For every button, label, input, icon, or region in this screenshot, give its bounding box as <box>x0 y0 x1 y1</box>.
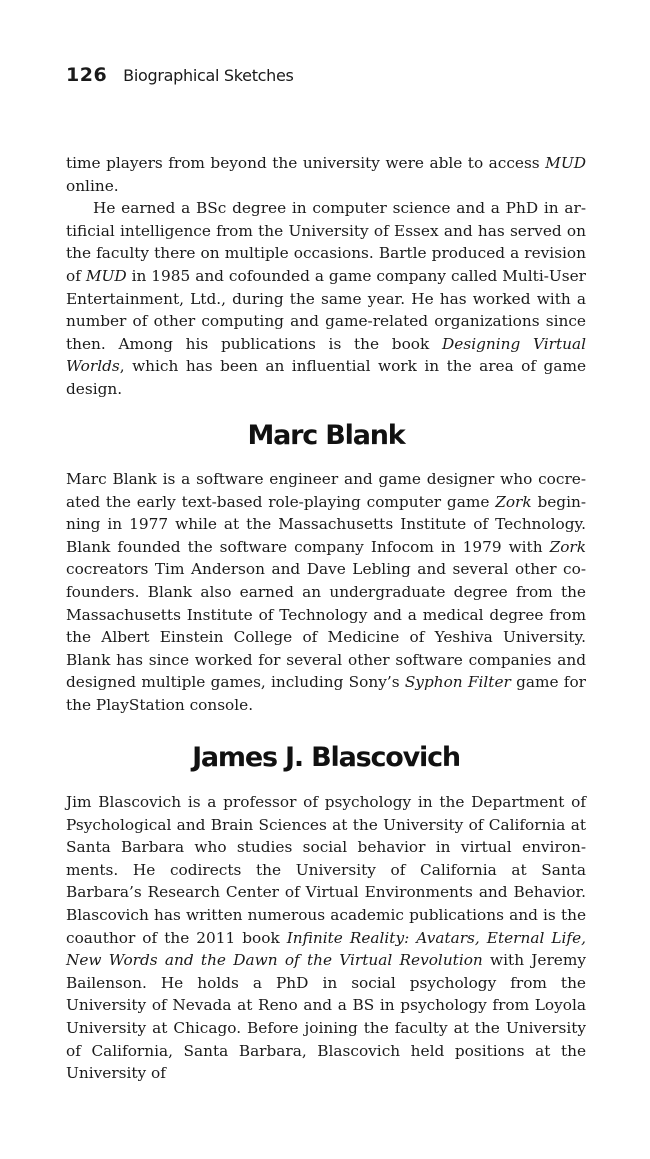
bartle-entry-continued <box>66 152 586 401</box>
entry-heading-james-blascovich: James J. Blascovich <box>192 742 460 773</box>
marc-blank-entry <box>66 468 586 717</box>
blascovich-paragraph: Jim Blascovich is a professor of psychology in the Department of Psychological and Brain Sciences at the University of California at Santa Barbara who studies social behavior in virtual environments. He codirects the University of California at Santa Barbara’s Research Center of Virtual Environments and Behavior. Blascovich has written numerous academic publications and is the coauthor of the 2011 book Infinite Reality: Avatars, Eternal Life, New Words and the Dawn of the Virtual Revolution with Jeremy Bailenson. He holds a PhD in social psychology from the University of Nevada at Reno and a BS in psychology from Loyola University at Chicago. Before joining the faculty at the University of California, Santa Barbara, Blascovich held positions at the University of <box>66 793 586 1083</box>
marc-blank-paragraph: Marc Blank is a software engineer and game designer who cocreated the early text-based role-playing computer game Zork beginning in 1977 while at the Massachusetts Institute of Technology. Blank founded the software company Infocom in 1979 with Zork cocreators Tim Anderson and Dave Lebling and several other cofounders. Blank also earned an undergraduate degree from the Massachusetts Institute of Technology and a medical degree from the Albert Einstein College of Medicine of Yeshiva University. Blank has since worked for several other software companies and designed multiple games, including Sony’s Syphon Filter game for the PlayStation console. <box>66 470 586 714</box>
running-head-title: Biographical Sketches <box>123 66 294 85</box>
bartle-paragraph-2: He earned a BSc degree in computer science and a PhD in artificial intelligence from the University of Essex and has served on the faculty there on multiple occasions. Bartle produced a revision of MUD in 1985 and cofounded a game company called Multi-User Entertainment, Ltd., during the same year. He has worked with a number of other computing and game-related organizations since then. Among his publications is the book Designing Virtual Worlds, which has been an influential work in the area of game design. <box>66 199 586 398</box>
running-head <box>66 64 294 86</box>
page-number: 126 <box>66 64 108 86</box>
bartle-paragraph-1: time players from beyond the university were able to access MUD online. <box>66 154 586 195</box>
blascovich-entry <box>66 791 586 1085</box>
entry-heading-marc-blank: Marc Blank <box>247 420 405 451</box>
